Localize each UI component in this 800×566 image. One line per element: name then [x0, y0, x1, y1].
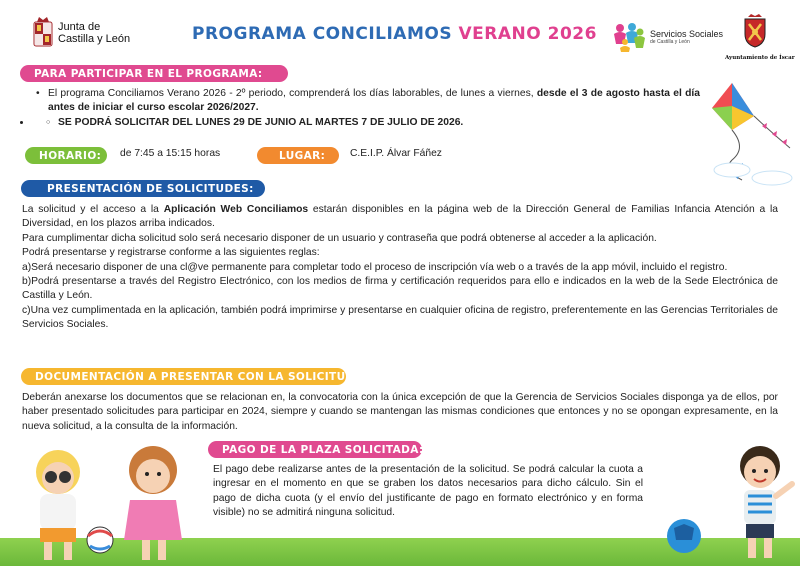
pago-heading: PAGO DE LA PLAZA SOLICITADA:: [208, 441, 422, 458]
participar-heading: PARA PARTICIPAR EN EL PROGRAMA:: [20, 65, 288, 82]
presentacion-block: [22, 203, 778, 333]
documentacion-text: Deberán anexarse los documentos que se relacionan en, la convocatoria con la única excepción de que la Gerencia de Servicios Sociales disponga ya de ellos, por haber presentado solicitudes para participar en 2024, siempre y cuando se mantengan las mismas condiciones que entonces y no se opongan expresamente, en la nueva solicitud, a la consulta de la información.: [22, 392, 778, 432]
presentacion-p4: a)Será necesario disponer de una cl@ve permanente para completar todo el proceso de inscripción vía web o a través de la app móvil, incluido el registro.: [22, 261, 728, 273]
ss-line1: Servicios Sociales: [650, 28, 724, 39]
title-part2: VERANO 2026: [458, 24, 597, 44]
presentacion-heading: PRESENTACIÓN DE SOLICITUDES:: [21, 180, 265, 197]
documentacion-heading: DOCUMENTACIÓN A PRESENTAR CON LA SOLICITUD:: [21, 368, 346, 385]
pago-text: El pago debe realizarse antes de la presentación de la solicitud. Se podrá calcular la cuota a ingresar en el momento en que se graben los datos necesarios para dicho cálculo. Sin el pago de dicha cuota (y el envío del justificante de pago en formato electrónico y en forma visible) no se admitirá ninguna solicitud.: [213, 464, 643, 519]
kite-icon: [702, 78, 798, 190]
participar-bullet-text: El programa Conciliamos Verano 2026 - 2º periodo, comprenderá los días laborables, de lunes a viernes,: [48, 88, 537, 99]
participar-bullet-bold: desde el 3 de agosto hasta el día antes de iniciar el curso escolar 2026/2027.: [48, 88, 700, 114]
page-title: [192, 24, 597, 44]
ayuntamiento-shield-icon: [743, 14, 767, 48]
ayuntamiento-logo: [725, 14, 795, 61]
presentacion-p1-b: estarán disponibles en la página web de la Dirección General de Familias Infancia Atención a la Diversidad, en los plazos arriba indicados.: [22, 204, 778, 230]
children-left-illustration: [18, 440, 198, 566]
presentacion-p5: b)Podrá presentarse a través del Registro Electrónico, con los medios de firma y certificación requeridos para ello e indicados en la web de la Sede Electrónica de Castilla y León.: [22, 276, 778, 302]
presentacion-p1-bold: Aplicación Web Conciliamos: [163, 204, 309, 215]
horario-label: HORARIO:: [25, 147, 107, 164]
presentacion-p2: Para cumplimentar dicha solicitud solo será necesario disponer de un usuario y contraseña que podrá obtenerse al acceder a la aplicación.: [22, 232, 657, 244]
jcyl-line1: Junta de: [58, 21, 101, 33]
people-puzzle-icon: [612, 22, 646, 52]
lugar-label: LUGAR:: [257, 147, 339, 164]
presentacion-p1: [22, 203, 778, 232]
servicios-sociales-logo: [612, 22, 723, 52]
children-right-illustration: [664, 444, 800, 566]
participar-bullet: [32, 87, 700, 116]
lugar-value: C.E.I.P. Álvar Fáñez: [350, 148, 442, 159]
jcyl-logo: [33, 16, 130, 50]
participar-sub-bullet: ○ • SE PODRÁ SOLICITAR DEL LUNES 29 DE JUNIO AL MARTES 7 DE JULIO DE 2026.: [32, 116, 700, 130]
jcyl-shield-icon: [33, 16, 53, 50]
jcyl-line2: Castilla y León: [58, 33, 131, 45]
participar-block: [32, 87, 700, 130]
presentacion-p6: c)Una vez cumplimentada en la aplicación, también podrá imprimirse y presentarse en cualquier oficina de registro, preferentemente en las Gerencias Territoriales de Servicios Sociales.: [22, 304, 778, 331]
title-part1: PROGRAMA CONCILIAMOS: [192, 24, 453, 44]
ayto-label: Ayuntamiento de Íscar: [725, 55, 795, 61]
presentacion-p1-a: La solicitud y el acceso a la: [22, 204, 164, 215]
ss-line2: de Castilla y León: [650, 38, 690, 45]
presentacion-p3: Podrá presentarse y registrarse conforme a las siguientes reglas:: [22, 247, 320, 259]
horario-value: de 7:45 a 15:15 horas: [120, 148, 221, 159]
